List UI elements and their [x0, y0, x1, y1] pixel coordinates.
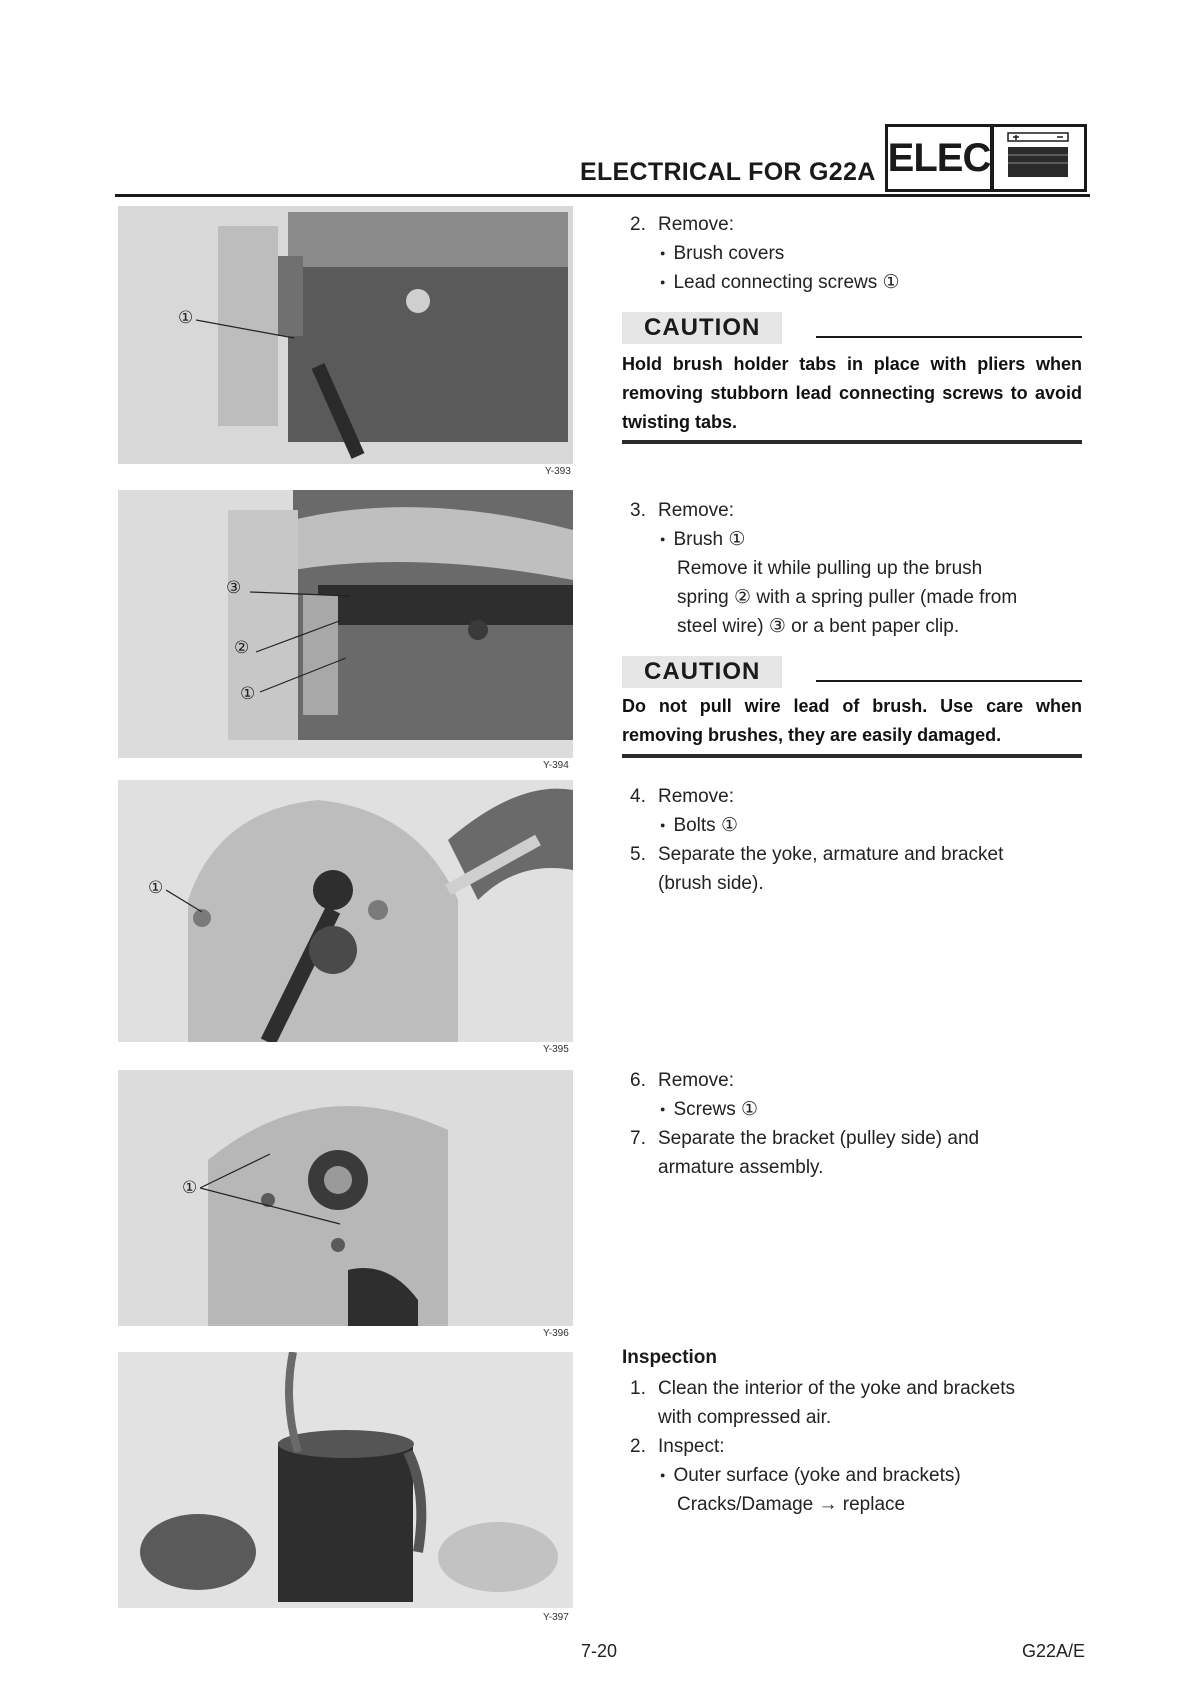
caution-underline	[816, 680, 1082, 682]
callout-2: ②	[234, 638, 250, 657]
figure-code: Y-395	[543, 1044, 569, 1055]
figure-code: Y-394	[543, 760, 569, 771]
step-text: Separate the yoke, armature and bracket	[658, 844, 1004, 865]
photo-yoke-brackets	[118, 1352, 573, 1608]
caution-text: Hold brush holder tabs in place with pliers when removing stubborn lead connecting screws to avoid twisting tabs.	[622, 354, 1082, 432]
section-badge: ELEC	[885, 124, 993, 192]
step-note-line: Remove it while pulling up the brush	[677, 558, 983, 579]
caution-heading: CAUTION	[622, 312, 782, 344]
leader-line	[196, 316, 296, 346]
step-text: Clean the interior of the yoke and brackets	[658, 1378, 1015, 1399]
step-text: Separate the bracket (pulley side) and	[658, 1128, 980, 1149]
step-text: Remove:	[658, 500, 735, 521]
model-code: G22A/E	[1022, 1641, 1086, 1661]
step-number: 3.	[630, 500, 646, 521]
step-number: 4.	[630, 786, 646, 807]
figure-code: Y-393	[545, 466, 571, 477]
section-title: ELECTRICAL FOR G22A	[580, 158, 876, 186]
step-number: 2.	[630, 1436, 646, 1457]
step-note-line: spring ② with a spring puller (made from	[677, 587, 1018, 608]
photo-brush-cover	[118, 206, 573, 464]
step-note-line: Cracks/Damage → replace	[677, 1494, 906, 1515]
callout-1: ①	[240, 684, 256, 703]
step-2	[630, 210, 734, 239]
leader-lines	[250, 586, 360, 706]
step-text-cont: (brush side).	[658, 873, 764, 894]
figure-code: Y-397	[543, 1612, 569, 1623]
battery-icon	[991, 124, 1087, 192]
inspection-step-1	[630, 1374, 1015, 1403]
caution-underline	[816, 336, 1082, 338]
leader-lines	[200, 1150, 350, 1230]
step-text: Remove:	[658, 786, 735, 807]
caution-rule	[622, 440, 1082, 444]
callout-1: ①	[182, 1178, 198, 1197]
header-rule	[115, 194, 1090, 197]
step-number: 6.	[630, 1070, 646, 1091]
callout-1: ①	[148, 878, 164, 897]
step-number: 2.	[630, 214, 646, 235]
bullet-item: ● Screws ①	[660, 1095, 758, 1124]
caution-rule	[622, 754, 1082, 758]
step-3	[630, 496, 734, 525]
callout-3: ③	[226, 578, 242, 597]
inspection-heading: Inspection	[622, 1347, 718, 1368]
leader-line	[166, 886, 206, 916]
bullet-item: ● Bolts ①	[660, 811, 738, 840]
step-text-cont: with compressed air.	[658, 1407, 832, 1428]
step-4	[630, 782, 734, 811]
step-number: 7.	[630, 1128, 646, 1149]
bullet-item: ● Brush ①	[660, 525, 745, 554]
step-text-cont: armature assembly.	[658, 1157, 824, 1178]
step-text: Remove:	[658, 1070, 735, 1091]
bullet-item: ● Outer surface (yoke and brackets)	[660, 1461, 961, 1490]
caution-heading: CAUTION	[622, 656, 782, 688]
step-note-line: steel wire) ③ or a bent paper clip.	[677, 616, 960, 637]
step-5	[630, 840, 1003, 869]
callout-1: ①	[178, 308, 194, 327]
step-6	[630, 1066, 734, 1095]
step-number: 1.	[630, 1378, 646, 1399]
step-number: 5.	[630, 844, 646, 865]
step-text: Inspect:	[658, 1436, 725, 1457]
step-text: Remove:	[658, 214, 735, 235]
page-number: 7-20	[581, 1641, 618, 1661]
figure-code: Y-396	[543, 1328, 569, 1339]
step-7	[630, 1124, 979, 1153]
inspection-step-2	[630, 1432, 725, 1461]
bullet-item: ● Brush covers	[660, 239, 784, 268]
caution-text: Do not pull wire lead of brush. Use care when removing brushes, they are easily damaged.	[622, 696, 1082, 745]
bullet-item: ● Lead connecting screws ①	[660, 268, 900, 297]
